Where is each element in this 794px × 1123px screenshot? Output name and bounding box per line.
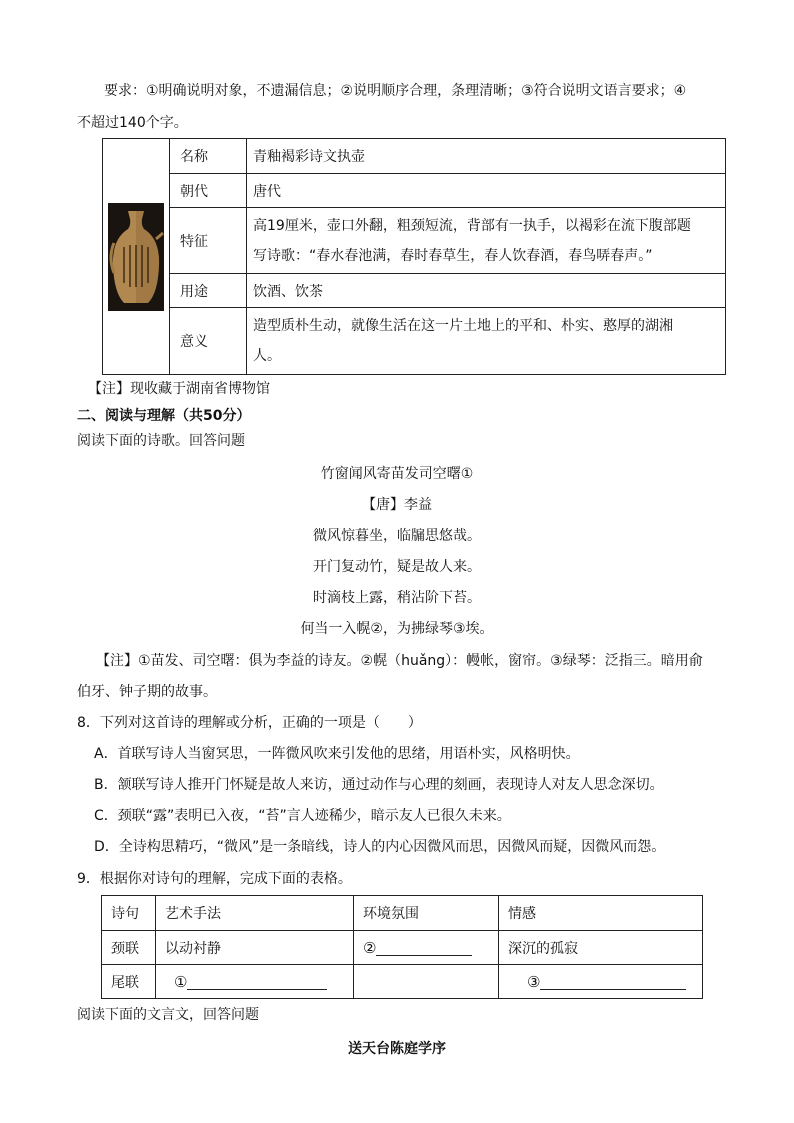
blank-1-marker: ①	[174, 972, 188, 991]
q8-option-d: D．全诗构思精巧，“微风”是一条暗线，诗人的内心因微风而思，因微风而疑，因微风而怨。	[94, 839, 666, 855]
blank-1-line[interactable]	[187, 975, 327, 990]
poem-line-1: 微风惊暮坐，临牖思悠哉。	[313, 528, 481, 544]
significance-line-1: 造型质朴生动，就像生活在这一片土地上的平和、朴实、憨厚的湖湘	[253, 318, 673, 334]
blank-3-marker: ③	[527, 972, 541, 991]
poem-intro: 阅读下面的诗歌。回答问题	[77, 433, 245, 449]
q8-option-b: B．颔联写诗人推开门怀疑是故人来访，通过动作与心理的刻画，表现诗人对友人思念深切。	[94, 777, 664, 793]
poem-author: 【唐】李益	[362, 497, 432, 513]
row1-verse: 颈联	[102, 931, 156, 965]
row2-emotion[interactable]	[499, 965, 703, 999]
poem-line-2: 开门复动竹，疑是故人来。	[313, 559, 481, 575]
value-dynasty: 唐代	[247, 174, 726, 208]
header-emotion: 情感	[499, 896, 703, 931]
row2-technique[interactable]	[156, 965, 354, 999]
requirement-line-2: 不超过140个字。	[77, 115, 188, 131]
row1-technique: 以动衬静	[156, 931, 354, 965]
label-significance: 意义	[170, 308, 247, 375]
poem-note-line-1: 【注】①苗发、司空曙：俱为李益的诗友。②幌（huǎng）：幔帐，窗帘。③绿琴：泛指三。暗用俞	[96, 653, 703, 669]
value-name: 青釉褐彩诗文执壶	[247, 139, 726, 174]
poem-note-line-2: 伯牙、钟子期的故事。	[77, 684, 217, 700]
poem-title: 竹窗闻风寄苗发司空曙①	[320, 466, 474, 482]
row1-atmosphere[interactable]	[354, 931, 499, 965]
blank-2-marker: ②	[363, 938, 377, 957]
artifact-photo-cell	[103, 139, 170, 375]
label-features: 特征	[170, 208, 247, 274]
row2-atmosphere	[354, 965, 499, 999]
row1-emotion: 深沉的孤寂	[499, 931, 703, 965]
significance-line-2: 人。	[253, 348, 281, 364]
poem-line-3: 时滴枝上露，稍沾阶下苔。	[313, 590, 481, 606]
section-heading: 二、阅读与理解（共50分）	[77, 408, 251, 424]
classical-intro: 阅读下面的文言文，回答问题	[77, 1007, 259, 1023]
label-dynasty: 朝代	[170, 174, 247, 208]
blank-3-line[interactable]	[540, 975, 686, 990]
header-technique: 艺术手法	[156, 896, 354, 931]
requirement-line-1: 要求：①明确说明对象，不遗漏信息；②说明顺序合理，条理清晰；③符合说明文语言要求；④	[104, 83, 687, 99]
q8-option-a: A．首联写诗人当窗冥思，一阵微风吹来引发他的思绪，用语朴实，风格明快。	[94, 746, 580, 762]
q8-option-c: C．颈联“露”表明已入夜，“苔”言人迹稀少，暗示友人已很久未来。	[94, 808, 511, 824]
value-significance	[247, 308, 726, 375]
classical-title: 送天台陈庭学序	[348, 1041, 446, 1057]
q8-stem: 8．下列对这首诗的理解或分析，正确的一项是（ ）	[77, 715, 422, 731]
header-verse: 诗句	[102, 896, 156, 931]
features-line-1: 高19厘米，壶口外翻，粗颈短流，背部有一执手，以褐彩在流下腹部题	[253, 217, 691, 234]
label-name: 名称	[170, 139, 247, 174]
label-usage: 用途	[170, 274, 247, 308]
poem-line-4: 何当一入幌②，为拂绿琴③埃。	[300, 621, 494, 637]
value-features	[247, 208, 726, 274]
features-line-2: 写诗歌：“春水春池满，春时春草生，春人饮春酒，春鸟哢春声。”	[253, 247, 653, 264]
value-usage: 饮酒、饮茶	[247, 274, 726, 308]
row2-verse: 尾联	[102, 965, 156, 999]
header-atmosphere: 环境氛围	[354, 896, 499, 931]
vase-image	[108, 203, 164, 311]
artifact-info-table	[102, 138, 726, 375]
blank-2-line[interactable]	[376, 941, 472, 956]
analysis-table	[101, 895, 703, 999]
q9-stem: 9．根据你对诗句的理解，完成下面的表格。	[77, 871, 352, 887]
artifact-note: 【注】现收藏于湖南省博物馆	[88, 381, 270, 397]
